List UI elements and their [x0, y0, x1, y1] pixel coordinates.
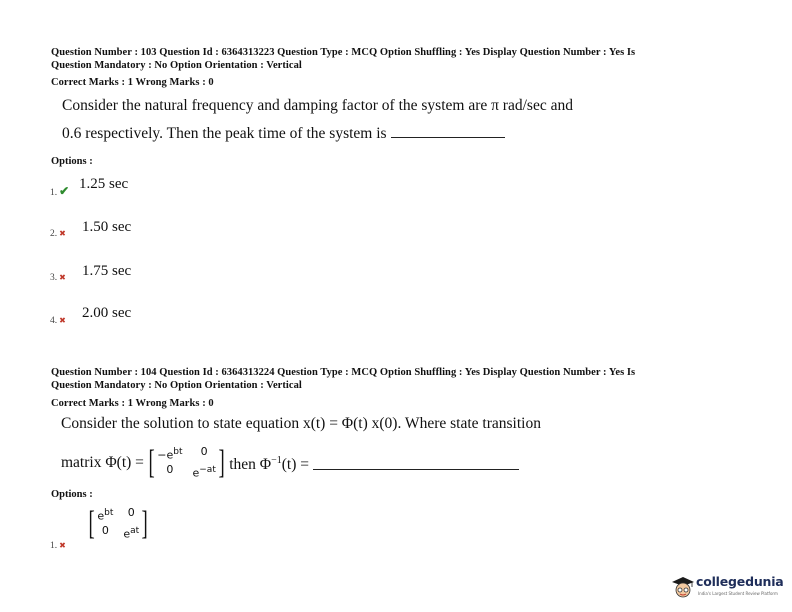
cross-icon: ✖: [59, 273, 66, 282]
q1-option-2[interactable]: 1.50 sec: [82, 219, 132, 235]
answer-blank: [313, 469, 519, 470]
cross-icon: ✖: [59, 316, 66, 325]
q1-option-2-marker: 2. ✖: [50, 229, 66, 239]
option-matrix: [ $e^{bt}$ 0 0 $e^{at}$ ]: [88, 504, 148, 542]
q2-meta-line2: Question Mandatory : No Option Orientation : Vertical: [51, 380, 302, 391]
q1-option-3-marker: 3. ✖: [50, 273, 66, 283]
option-a22: $e^{at}$: [123, 525, 140, 541]
cross-icon: ✖: [59, 541, 66, 550]
logo-tagline: India's Largest Student Review Platform: [698, 591, 778, 596]
q1-meta-line1: Question Number : 103 Question Id : 6364313223 Question Type : MCQ Option Shuffling : Yes Display Question Number : Yes Is: [51, 47, 636, 58]
answer-blank: [391, 137, 505, 138]
logo-name: collegedunia: [696, 574, 784, 589]
q1-option-1-marker: 1. ✔: [50, 184, 70, 198]
q1-text-line2: 0.6 respectively. Then the peak time of the system is: [62, 125, 505, 143]
q1-text-line1: Consider the natural frequency and damping factor of the system are π rad/sec and: [62, 97, 573, 114]
matrix-a12: 0: [200, 445, 208, 459]
check-icon: ✔: [59, 184, 70, 198]
option-a12: 0: [127, 506, 135, 519]
q1-option-4-marker: 4. ✖: [50, 316, 66, 326]
matrix-prefix: matrix Φ(t) =: [61, 454, 144, 471]
q2-matrix-line: [61, 443, 519, 483]
cross-icon: ✖: [59, 229, 66, 238]
collegedunia-logo: [670, 572, 782, 602]
q1-meta-line2: Question Mandatory : No Option Orientation : Vertical: [51, 60, 302, 71]
q1-marks: Correct Marks : 1 Wrong Marks : 0: [51, 77, 214, 88]
matrix-a22: $e^{-at}$: [192, 465, 216, 480]
q2-meta-line1: Question Number : 104 Question Id : 6364313224 Question Type : MCQ Option Shuffling : Yes Display Question Number : Yes Is: [51, 367, 636, 378]
q2-text-line1: Consider the solution to state equation x(t) = Φ(t) x(0). Where state transition: [61, 415, 541, 432]
q1-options-label: Options :: [51, 156, 93, 167]
q1-option-1[interactable]: 1.25 sec: [79, 176, 129, 192]
q2-options-label: Options :: [51, 489, 93, 500]
q2-marks: Correct Marks : 1 Wrong Marks : 0: [51, 398, 214, 409]
q2-option-1[interactable]: [86, 506, 151, 541]
q2-option-1-marker: 1. ✖: [50, 541, 66, 551]
graduate-mascot-icon: [670, 574, 696, 600]
q1-option-3[interactable]: 1.75 sec: [82, 263, 132, 279]
matrix-a11: $-e^{bt}$: [157, 447, 183, 462]
matrix-suffix: then $\Phi^{-1}(t)$ =: [229, 454, 309, 474]
matrix-a21: 0: [166, 463, 174, 476]
state-transition-matrix: [ $-e^{bt}$ 0 0 $e^{-at}$ ]: [148, 444, 225, 481]
q1-option-4[interactable]: 2.00 sec: [82, 305, 132, 321]
option-a21: 0: [101, 523, 109, 537]
option-a11: $e^{bt}$: [97, 508, 114, 523]
